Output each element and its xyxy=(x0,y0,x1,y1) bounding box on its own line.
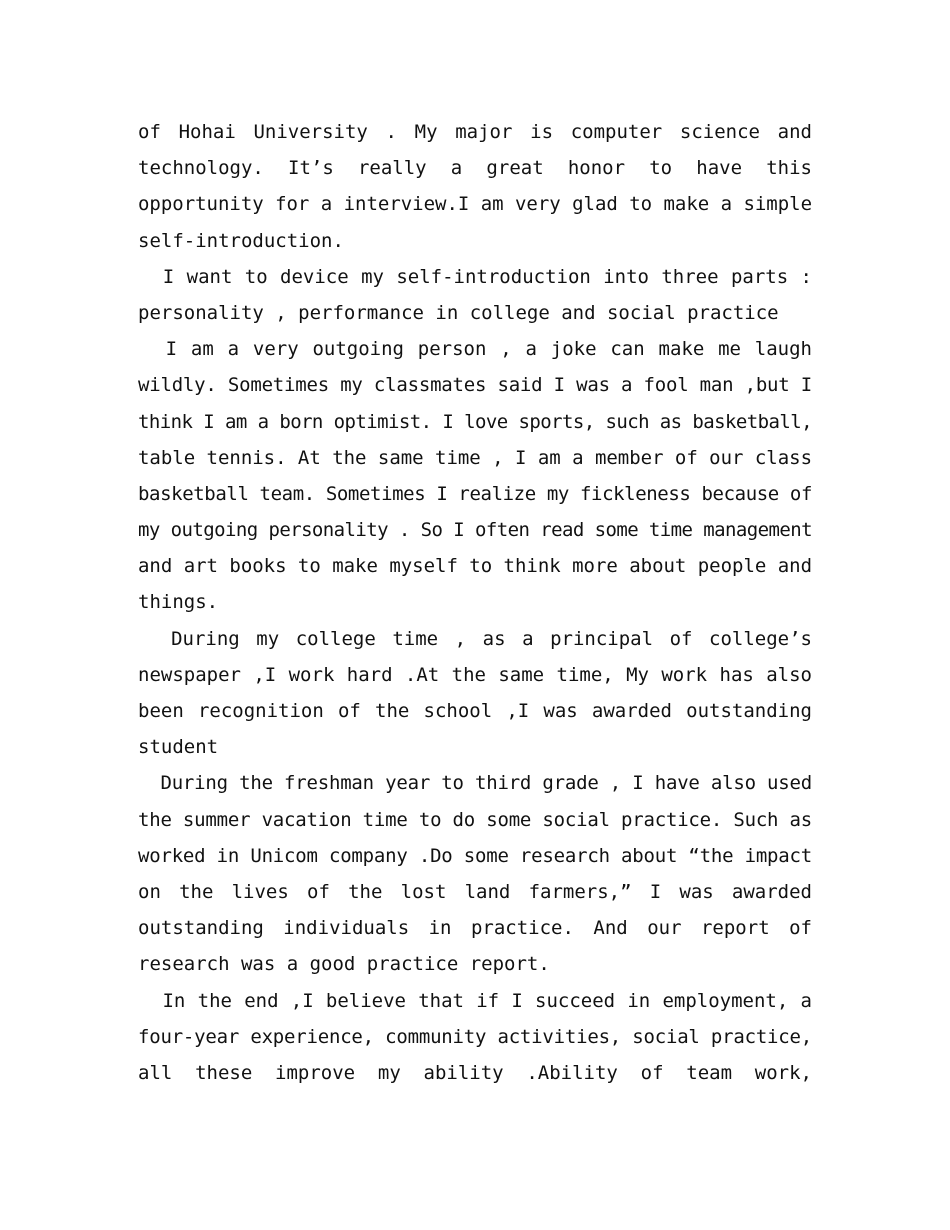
text-line: things. xyxy=(138,591,219,614)
document-body xyxy=(138,114,812,1091)
text-line: opportunity for a interview.I am very glad to make a simple xyxy=(138,193,812,216)
text-line: I am a very outgoing person , a joke can make me laugh xyxy=(138,338,812,361)
text-line: In the end ,I believe that if I succeed in employment, a xyxy=(138,989,812,1012)
text-line: of Hohai University . My major is computer science and xyxy=(138,121,812,143)
text-line: my outgoing personality . So I often read some time management xyxy=(138,519,812,542)
text-line: student xyxy=(138,736,219,759)
text-line: I want to device my self-introduction into three parts : xyxy=(138,265,812,288)
text-line: During my college time , as a principal of college’s xyxy=(138,627,812,650)
text-line: technology. It’s really a great honor to have this xyxy=(138,157,812,180)
text-line: four-year experience, community activities, social practice, xyxy=(138,1025,812,1048)
text-line: been recognition of the school ,I was awarded outstanding xyxy=(138,700,812,722)
text-line: wildly. Sometimes my classmates said I was a fool man ,but I xyxy=(138,374,812,397)
text-line: outstanding individuals in practice. And our report of xyxy=(138,917,812,940)
text-line: and art books to make myself to think more about people and xyxy=(138,555,812,578)
text-line: self-introduction. xyxy=(138,229,344,252)
text-line: newspaper ,I work hard .At the same time, My work has also xyxy=(138,663,812,686)
text-line: During the freshman year to third grade , I have also used xyxy=(138,772,812,795)
text-line: personality , performance in college and social practice xyxy=(138,301,779,324)
text-line: think I am a born optimist. I love sports, such as basketball, xyxy=(138,410,812,433)
text-line: all these improve my ability .Ability of team work, xyxy=(138,1061,812,1084)
text-line: research was a good practice report. xyxy=(138,953,550,976)
text-line: basketball team. Sometimes I realize my fickleness because of xyxy=(138,482,812,505)
text-line: table tennis. At the same time , I am a member of our class xyxy=(138,446,812,469)
text-line: on the lives of the lost land farmers,” I was awarded xyxy=(138,880,812,903)
text-line: the summer vacation time to do some social practice. Such as xyxy=(138,808,812,831)
text-line: worked in Unicom company .Do some research about “the impact xyxy=(138,844,812,867)
